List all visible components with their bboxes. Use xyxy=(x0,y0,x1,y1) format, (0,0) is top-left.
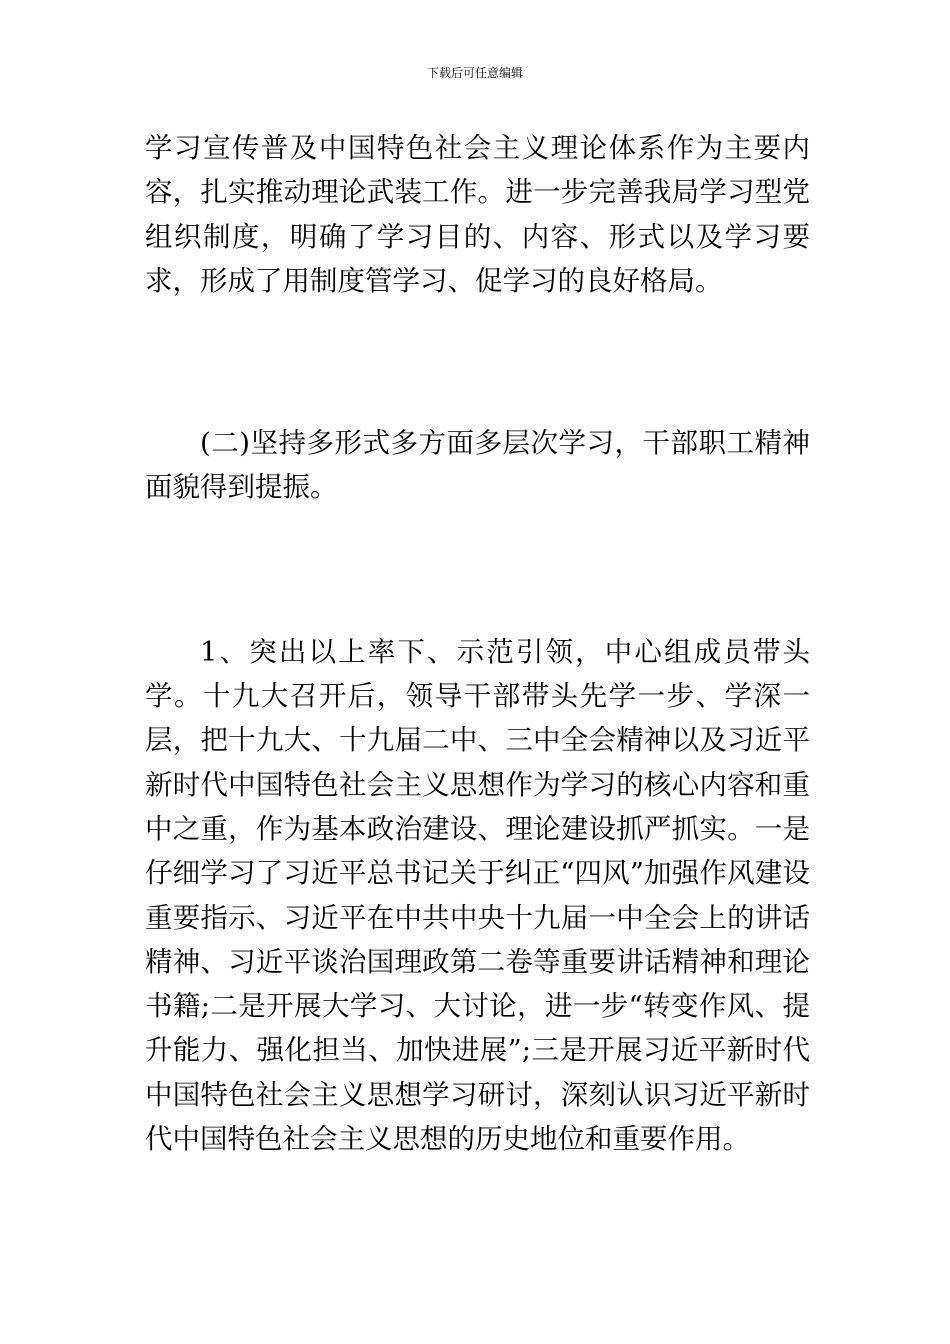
paragraph-continuation: 学习宣传普及中国特色社会主义理论体系作为主要内容，扎实推动理论武装工作。进一步完善我局学习型党组织制度，明确了学习目的、内容、形式以及学习要求，形成了用制度管学习、促学习的良好格局。 xyxy=(145,132,810,297)
section-heading-2: (二)坚持多形式多方面多层次学习，干部职工精神面貌得到提振。 xyxy=(145,427,810,504)
paragraph-item-1: 1、突出以上率下、示范引领，中心组成员带头学。十九大召开后，领导干部带头先学一步、学深一层，把十九大、十九届二中、三中全会精神以及习近平新时代中国特色社会主义思想作为学习的核心内容和重中之重，作为基本政治建设、理论建设抓严抓实。一是仔细学习了习近平总书记关于纠正“四风”加强作风建设重要指示、习近平在中共中央十九届一中全会上的讲话精神、习近平谈治国理政第二卷等重要讲话精神和理论书籍;二是开展大学习、大讨论，进一步“转变作风、提升能力、强化担当、加快进展”;三是开展习近平新时代中国特色社会主义思想学习研讨，深刻认识习近平新时代中国特色社会主义思想的历史地位和重要作用。 xyxy=(145,635,810,1156)
page-header: 下载后可任意编辑 xyxy=(426,66,523,80)
document-body xyxy=(145,126,810,1161)
